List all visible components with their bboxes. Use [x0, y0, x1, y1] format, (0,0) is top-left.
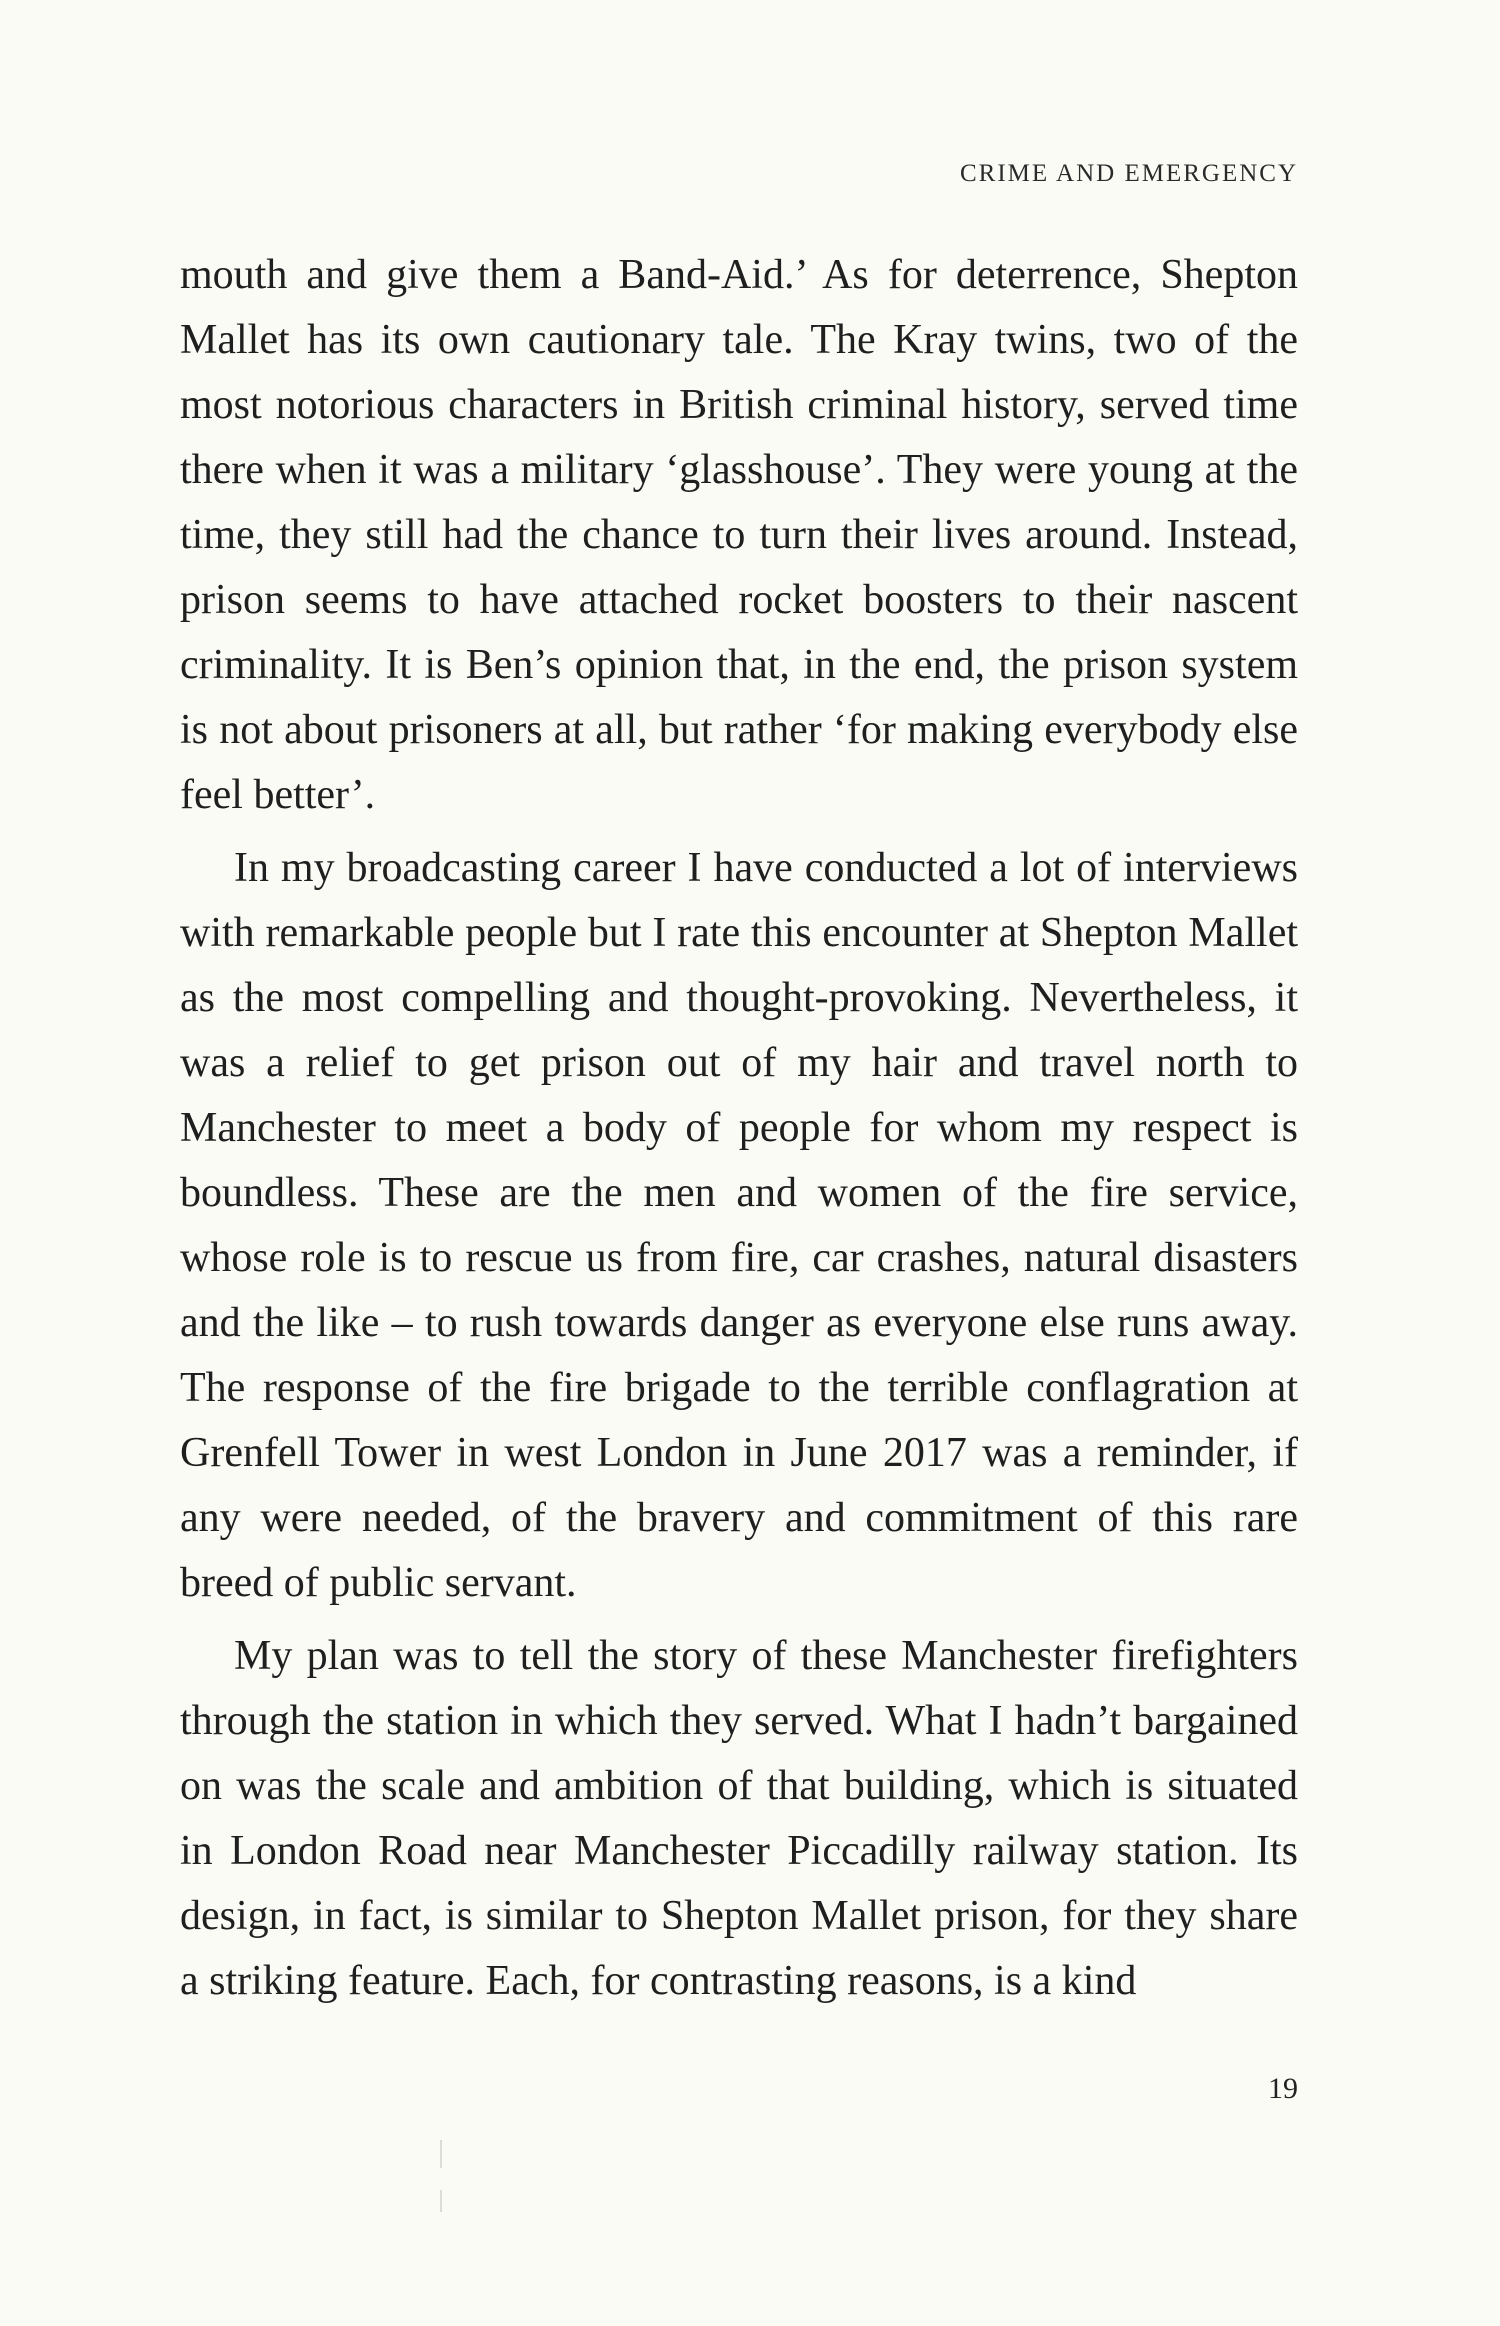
paragraph-3: My plan was to tell the story of these Manchester firefighters through the station in which they served. What I hadn’t bargained on was the scale and ambition of that building, which is situated in London Road near Manchester Piccadilly railway station. Its design, in fact, is similar to Shepton Mallet prison, for they share a striking feature. Each, for contrasting reasons, is a kind	[180, 1633, 1298, 2004]
paragraph-2: In my broadcasting career I have conducted a lot of interviews with remarkable people but I rate this encounter at Shepton Mallet as the most compelling and thought-provoking. Nevertheless, it was a relief to get prison out of my hair and travel north to Manchester to meet a body of people for whom my respect is boundless. These are the men and women of the fire service, whose role is to rescue us from fire, car crashes, natural disasters and the like – to rush towards danger as everyone else runs away. The response of the fire brigade to the terrible conflagration at Grenfell Tower in west London in June 2017 was a reminder, if any were needed, of the bravery and commitment of this rare breed of public servant.	[180, 845, 1298, 1606]
page-number: 19	[1268, 2072, 1298, 2105]
scan-artifact-mark	[440, 2140, 442, 2168]
scan-artifact-mark	[440, 2190, 442, 2212]
body-text	[180, 243, 1298, 2014]
running-head: CRIME AND EMERGENCY	[959, 160, 1298, 187]
paragraph-1: mouth and give them a Band-Aid.’ As for deterrence, Shepton Mallet has its own cautionary tale. The Kray twins, two of the most notorious characters in British criminal history, served time there when it was a military ‘glasshouse’. They were young at the time, they still had the chance to turn their lives around. Instead, prison seems to have attached rocket boosters to their nascent criminality. It is Ben’s opinion that, in the end, the prison system is not about prisoners at all, but rather ‘for making everybody else feel better’.	[180, 252, 1298, 818]
